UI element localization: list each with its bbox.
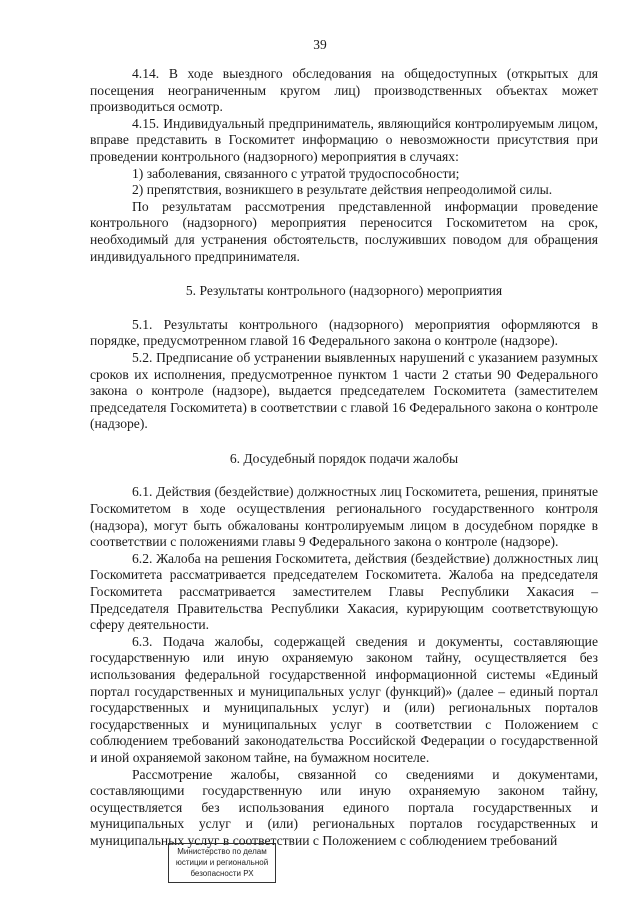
document-body — [90, 66, 598, 850]
page-number: 39 — [313, 37, 327, 52]
section-5-heading: 5. Результаты контрольного (надзорного) мероприятия — [185, 283, 503, 299]
list-item-2: 2) препятствия, возникшего в результате действия непреодолимой силы. — [132, 182, 553, 198]
paragraph-5-1: 5.1. Результаты контрольного (надзорного) мероприятия оформляются в порядке, предусмотренном главой 16 Федерального закона о контроле (надзоре). — [90, 316, 598, 349]
paragraph-6-3: 6.3. Подача жалобы, содержащей сведения и документы, составляющие государственную или иную охраняемую законом тайну, осуществляется без использования федеральной государственной информационной системы «Единый портал государственных и муниципальных услуг (функций)» (далее – единый портал государственных и муниципальных услуг) и (или) региональных порталов государственных и муниципальных услуг в соответствии с Положением с соблюдением требований законодательства Российской Федерации о государственной и иной охраняемой законом тайне, на бумажном носителе. — [90, 633, 598, 765]
paragraph-secret-review: Рассмотрение жалобы, связанной со сведениями и документами, составляющими государственную или иную охраняемую законом тайну, осуществляется без использования единого портала государственных и муниципальных услуг и (или) региональных порталов государственных и муниципальных услуг в соответствии с Положением с соблюдением требований — [90, 766, 598, 848]
paragraph-postponement: По результатам рассмотрения представленной информации проведение контрольного (надзорного) мероприятия переносится Госкомитетом на срок, необходимый для устранения обстоятельств, послуживших поводом для обращения индивидуального предпринимателя. — [90, 198, 598, 264]
paragraph-5-2: 5.2. Предписание об устранении выявленных нарушений с указанием разумных сроков их исполнения, предусмотренное пунктом 1 части 2 статьи 90 Федерального закона о контроле (надзоре), выдается председателем Госкомитета (заместителем председателя Госкомитета) в соответствии с главой 16 Федерального закона о контроле (надзоре). — [90, 349, 598, 432]
stamp-line-3: безопасности РХ — [190, 869, 254, 878]
stamp-line-1: Министерство по делам — [177, 847, 267, 856]
stamp-line-2: юстиции и региональной — [175, 858, 269, 867]
paragraph-4-14: 4.14. В ходе выездного обследования на общедоступных (открытых для посещения неограниченным кругом лиц) производственных объектах может производиться осмотр. — [90, 66, 598, 115]
paragraph-6-1: 6.1. Действия (бездействие) должностных лиц Госкомитета, решения, принятые Госкомитетом в ходе осуществления регионального государственного контроля (надзора), могут быть обжалованы контролируемым лицом в досудебном порядке в соответствии с положениями главы 9 Федерального закона о контроле (надзоре). — [90, 484, 598, 550]
list-item-1: 1) заболевания, связанного с утратой трудоспособности; — [132, 165, 460, 181]
paragraph-4-15: 4.15. Индивидуальный предприниматель, являющийся контролируемым лицом, вправе представить в Госкомитет информацию о невозможности присутствия при проведении контрольного (надзорного) мероприятия в случаях: — [90, 115, 598, 164]
section-6-heading: 6. Досудебный порядок подачи жалобы — [229, 450, 459, 466]
paragraph-6-2: 6.2. Жалоба на решения Госкомитета, действия (бездействие) должностных лиц Госкомитета рассматривается председателем Госкомитета. Жалоба на председателя Госкомитета рассматривается заместителем Главы Республики Хакасия – Председателя Правительства Республики Хакасия, курирующим соответствующую сферу деятельности. — [90, 550, 598, 633]
registration-stamp — [168, 843, 276, 883]
